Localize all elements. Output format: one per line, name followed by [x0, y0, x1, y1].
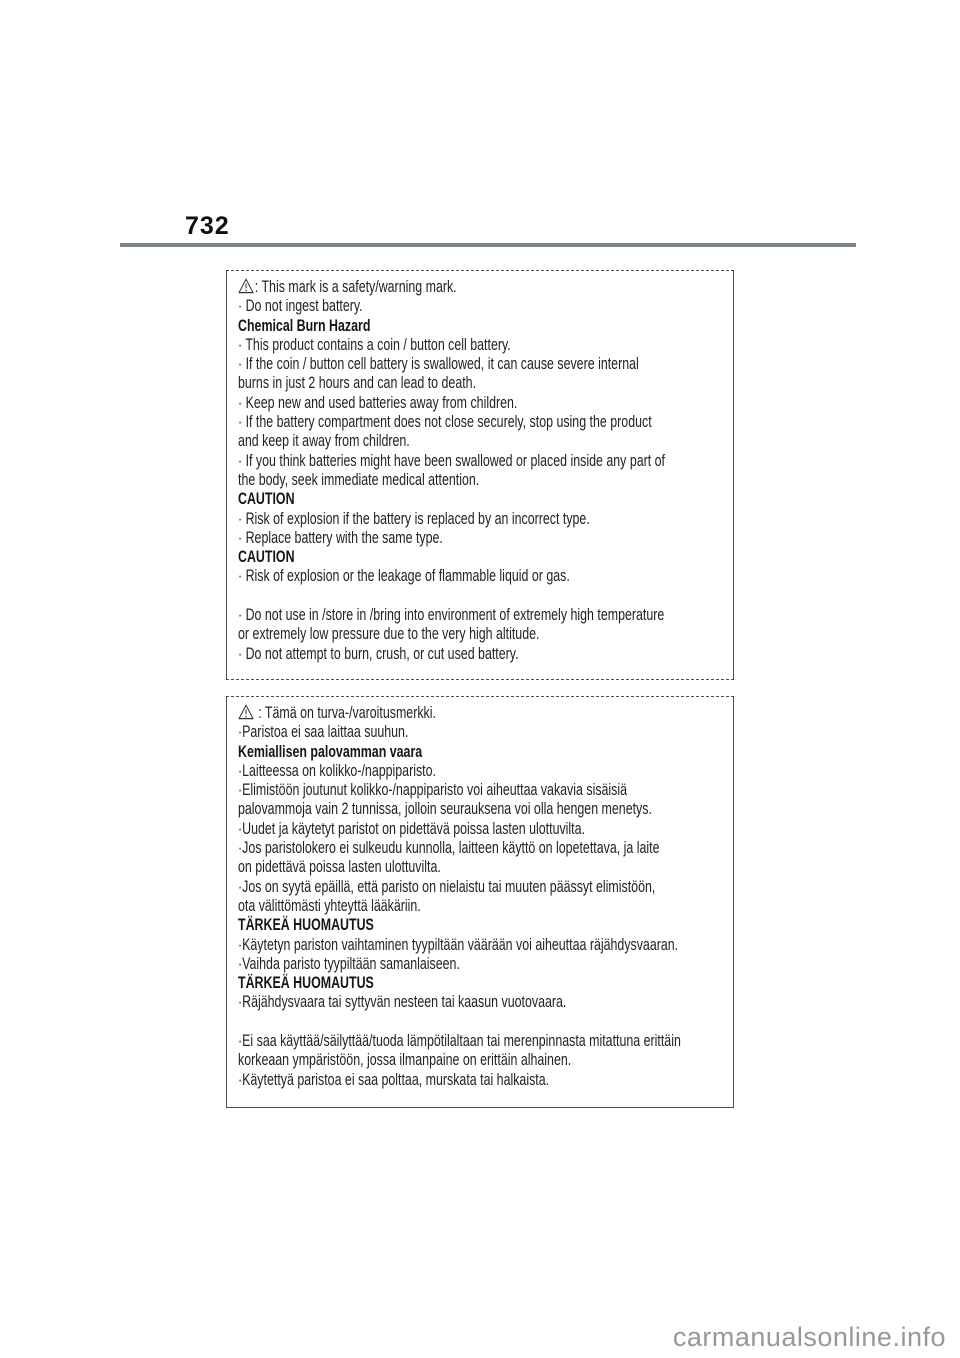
text-line: ·Uudet ja käytetyt paristot on pidettävä poissa lasten ulottuvilta. [238, 818, 585, 838]
watermark-text: carmanualsonline.info [672, 1322, 946, 1352]
warning-box-finnish [226, 696, 734, 1108]
heading-line: TÄRKEÄ HUOMAUTUS [238, 973, 374, 993]
blank-line [238, 1012, 591, 1031]
text-line: · Do not ingest battery. [238, 296, 363, 316]
text-line: ·Laitteessa on kolikko-/nappiparisto. [238, 760, 436, 780]
text-line: · Do not attempt to burn, crush, or cut used battery. [238, 643, 519, 663]
header-rule [120, 243, 856, 247]
text-line: on pidettävä poissa lasten ulottuvilta. [238, 857, 441, 877]
text-line: : This mark is a safety/warning mark. [238, 277, 591, 296]
text-line: · Do not use in /store in /bring into environment of extremely high temperature [238, 605, 665, 625]
text-line: ·Paristoa ei saa laittaa suuhun. [238, 722, 409, 742]
heading-line: Kemiallisen palovamman vaara [238, 741, 423, 761]
text-line: · If you think batteries might have been swallowed or placed inside any part of [238, 450, 666, 470]
text-line: ·Vaihda paristo tyypiltään samanlaiseen. [238, 953, 460, 973]
text-line: ·Jos on syytä epäillä, että paristo on nielaistu tai muuten päässyt elimistöön, [238, 876, 656, 896]
text-line: burns in just 2 hours and can lead to death. [238, 373, 477, 393]
text-line: or extremely low pressure due to the very high altitude. [238, 624, 540, 644]
text-line: · Risk of explosion or the leakage of flammable liquid or gas. [238, 566, 570, 586]
heading-line: CAUTION [238, 547, 295, 567]
text-line: : Tämä on turva-/varoitusmerkki. [238, 703, 591, 722]
text-line: · Risk of explosion if the battery is replaced by an incorrect type. [238, 508, 590, 528]
warning-triangle-icon [238, 703, 254, 722]
text-line: · Keep new and used batteries away from children. [238, 392, 518, 412]
text-line: ·Elimistöön joutunut kolikko-/nappiparisto voi aiheuttaa vakavia sisäisiä [238, 780, 628, 800]
page-number: 732 [185, 212, 230, 240]
text-line: · This product contains a coin / button cell battery. [238, 334, 511, 354]
text-line: · If the coin / button cell battery is swallowed, it can cause severe internal [238, 354, 639, 374]
text-line: korkeaan ympäristöön, jossa ilmanpaine on erittäin alhainen. [238, 1050, 572, 1070]
heading-line: TÄRKEÄ HUOMAUTUS [238, 915, 374, 935]
text-line: · If the battery compartment does not close securely, stop using the product [238, 412, 652, 432]
text-line: palovammoja vain 2 tunnissa, jolloin seurauksena voi olla hengen menetys. [238, 799, 652, 819]
text-line: ·Ei saa käyttää/säilyttää/tuoda lämpötilaltaan tai merenpinnasta mitattuna erittäin [238, 1031, 681, 1051]
warning-box-english [226, 270, 734, 680]
text-line: the body, seek immediate medical attention. [238, 469, 480, 489]
warning-triangle-icon [238, 277, 254, 296]
text-line: ·Käytetyn pariston vaihtaminen tyypiltään väärään voi aiheuttaa räjähdysvaaran. [238, 934, 679, 954]
heading-line: Chemical Burn Hazard [238, 315, 371, 335]
text-line: ·Jos paristolokero ei sulkeudu kunnolla, laitteen käyttö on lopetettava, ja laite [238, 838, 660, 858]
text-line: ·Räjähdysvaara tai syttyvän nesteen tai kaasun vuotovaara. [238, 992, 567, 1012]
text-line: ota välittömästi yhteyttä lääkäriin. [238, 895, 421, 915]
text-line: ·Käytettyä paristoa ei saa polttaa, murskata tai halkaista. [238, 1069, 550, 1089]
text-line: · Replace battery with the same type. [238, 527, 443, 547]
text-line: and keep it away from children. [238, 431, 410, 451]
blank-line [238, 586, 591, 605]
heading-line: CAUTION [238, 489, 295, 509]
